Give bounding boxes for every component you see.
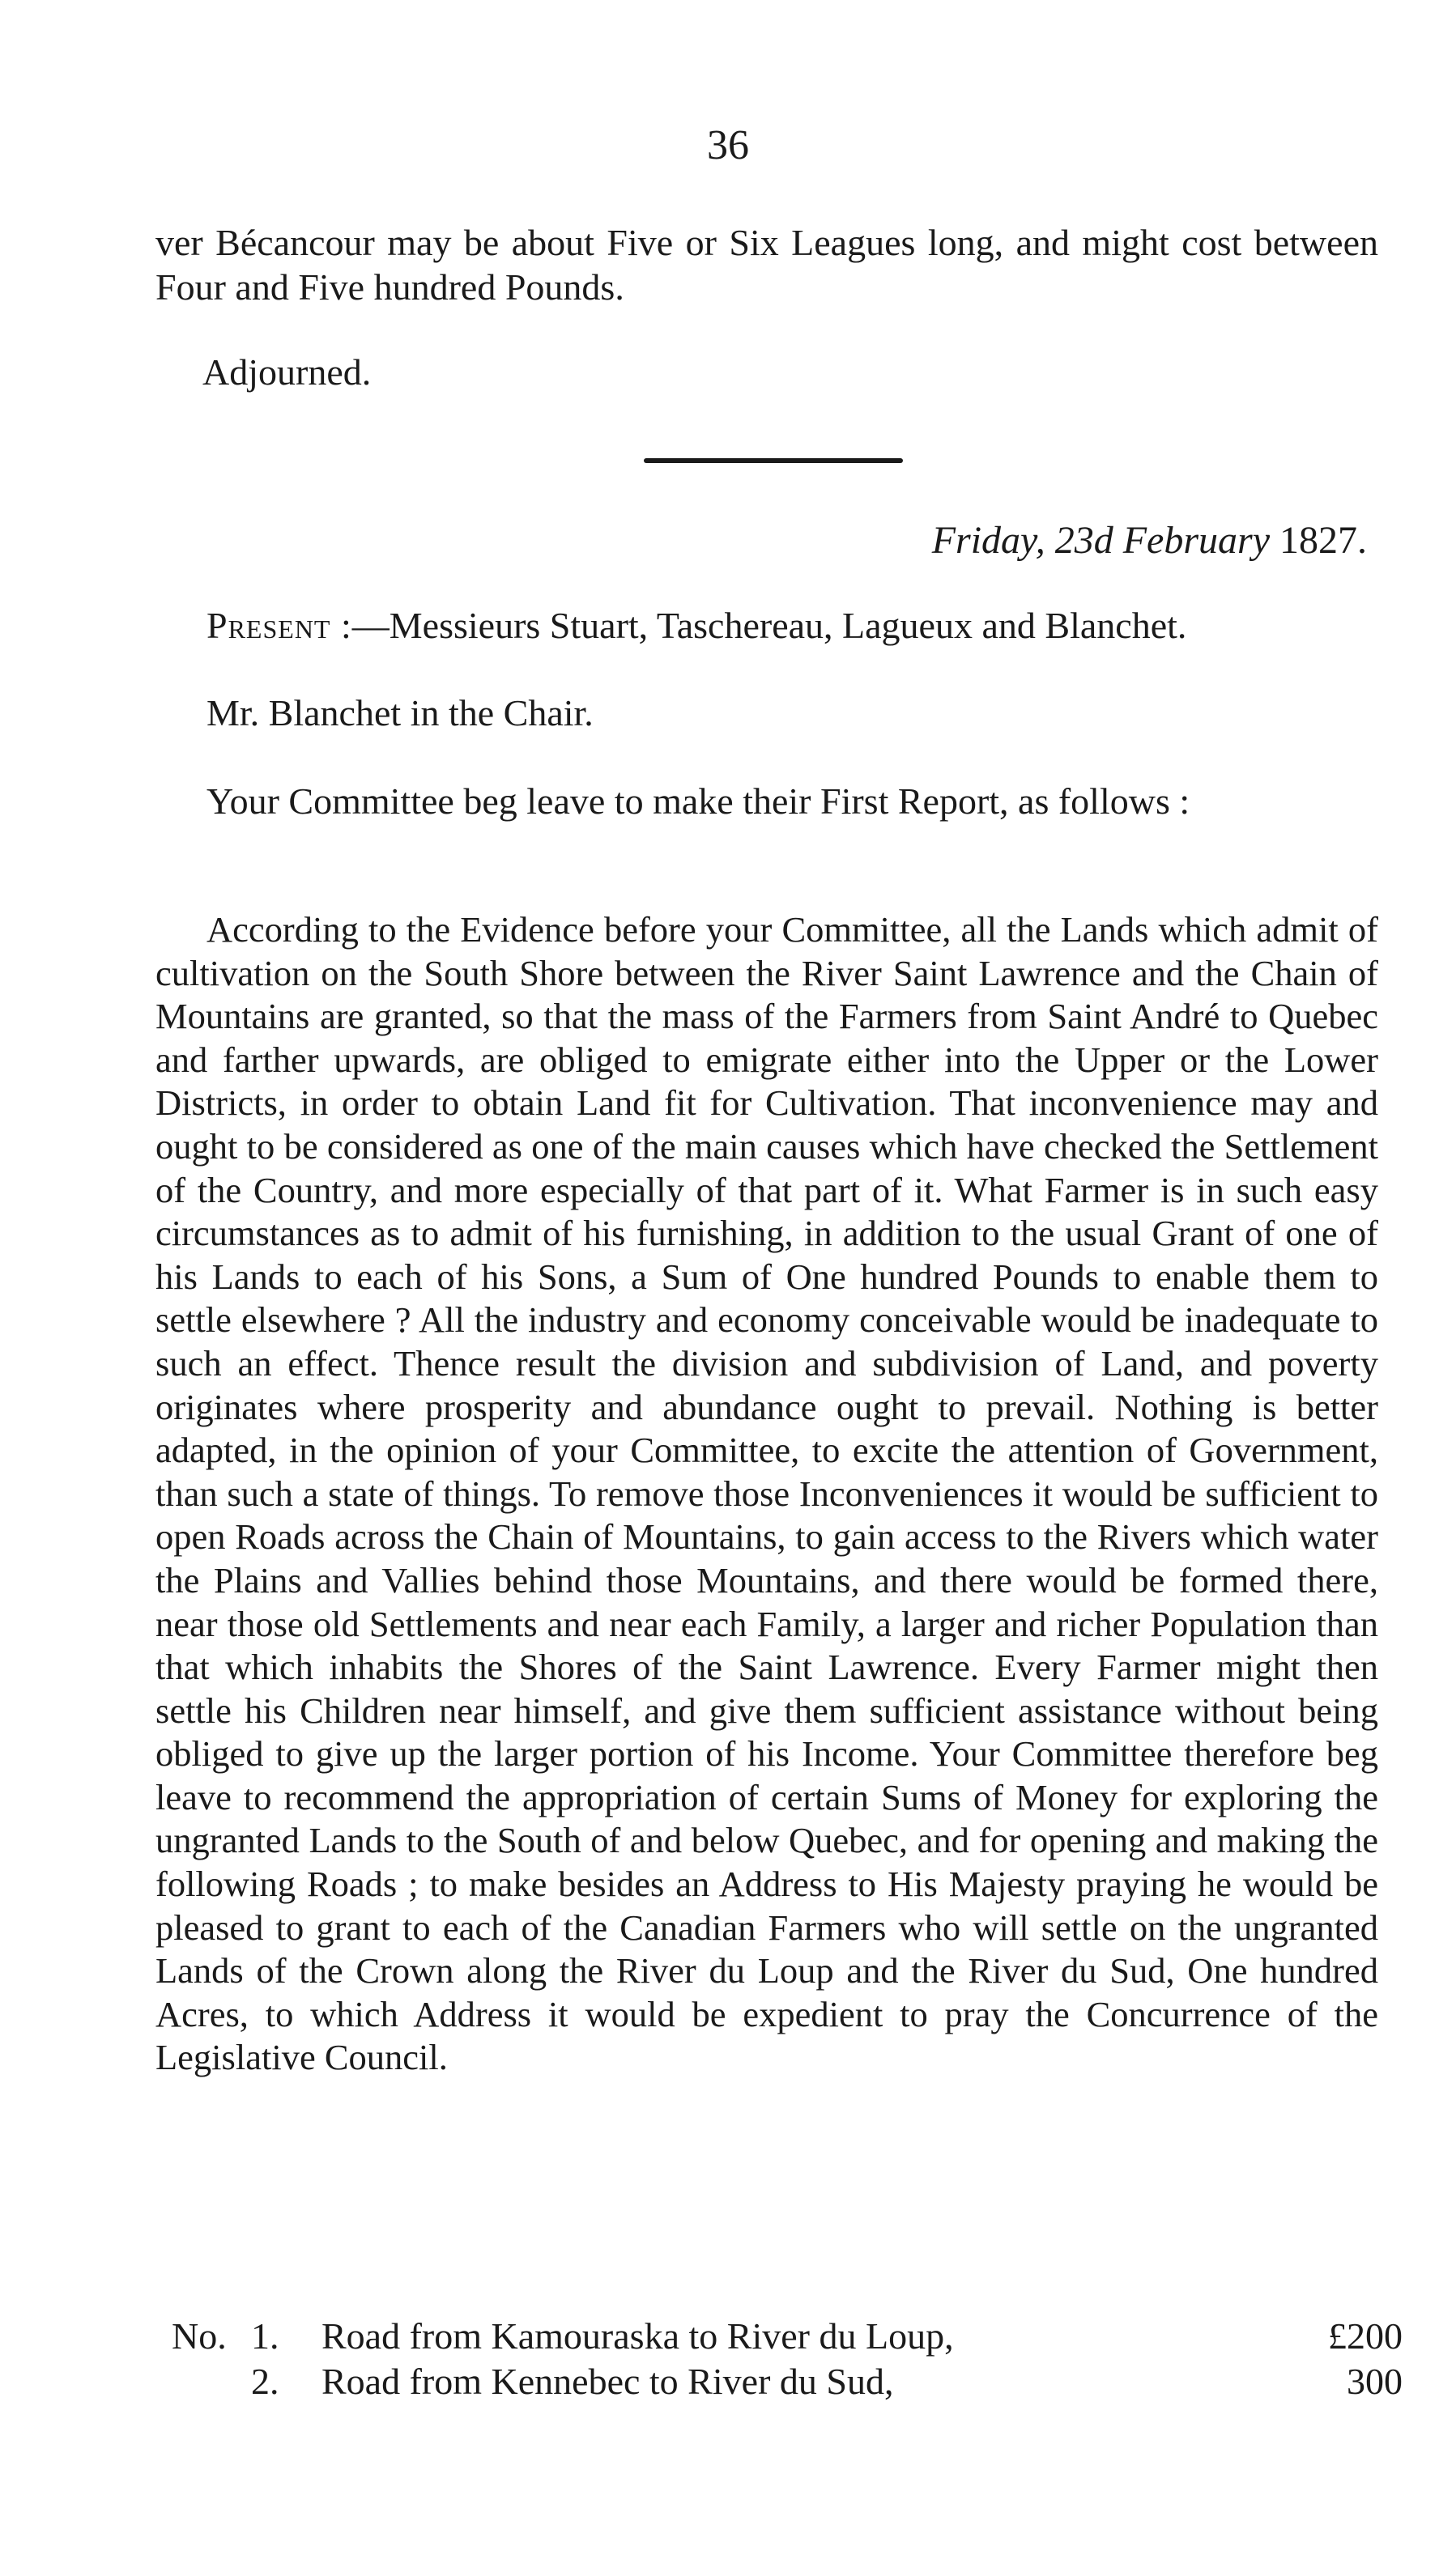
road-amount: 300 (1347, 2361, 1403, 2402)
continuation-text: ver Bécancour may be about Five or Six Leagues long, and might cost between Four and Five hundred Pounds. (155, 222, 1378, 308)
road-label: Road from Kamouraska to River du Loup, (321, 2315, 954, 2357)
meeting-date (932, 518, 1367, 563)
adjourned-note: Adjourned. (202, 351, 372, 393)
road-row (172, 2359, 1403, 2404)
road-no-label: No. (172, 2315, 227, 2357)
roads-list (172, 2314, 1403, 2404)
report-paragraph: According to the Evidence before your Committee, all the Lands which admit of cultivation on the South Shore between the River Saint Lawrence and the Chain of Mountains are granted, so that the mass of the Farmers from Saint André to Quebec and farther upwards, are obliged to emigrate either into the Upper or the Lower Districts, in order to obtain Land fit for Cultivation. That inconvenience may and ought to be considered as one of the main causes which have checked the Settlement of the Country, and more especially of that part of it. What Farmer is in such easy circumstances as to admit of his furnishing, in addition to the usual Grant of one of his Lands to each of his Sons, a Sum of One hundred Pounds to enable them to settle elsewhere ? All the industry and economy conceivable would be inadequate to such an effect. Thence result the division and subdivision of Land, and poverty originates where prosperity and abundance ought to prevail. Nothing is better adapted, in the opinion of your Committee, to excite the attention of Government, than such a state of things. To remove those Inconveniences it would be sufficient to open Roads across the Chain of Mountains, to gain access to the Rivers which water the Plains and Vallies behind those Mountains, and there would be formed there, near those old Settlements and near each Family, a larger and richer Population than that which inhabits the Shores of the Saint Lawrence. Every Farmer might then settle his Children near himself, and give them sufficient assistance without being obliged to give up the larger portion of his Income. Your Committee therefore beg leave to recommend the appropriation of certain Sums of Money for exploring the ungranted Lands to the South of and below Quebec, and for opening and making the following Roads ; to make besides an Address to His Majesty praying he would be pleased to grant to each of the Canadian Farmers who will settle on the ungranted Lands of the Crown along the River du Loup and the River du Sud, One hundred Acres, to which Address it would be expedient to pray the Concurrence of the Legislative Council. (155, 909, 1378, 2078)
road-amount: £200 (1328, 2315, 1403, 2357)
present-line (206, 603, 1186, 648)
section-divider (644, 458, 903, 463)
road-number: 1. (251, 2315, 279, 2357)
meeting-date-text: Friday, 23d February (931, 519, 1270, 562)
report-intro: Your Committee beg leave to make their First Report, as follows : (206, 780, 1190, 822)
meeting-year: 1827. (1279, 519, 1367, 562)
road-row (172, 2314, 1403, 2359)
present-names: —Messieurs Stuart, Taschereau, Lagueux and Blanchet. (351, 605, 1187, 646)
page-number: 36 (707, 122, 749, 168)
road-label: Road from Kennebec to River du Sud, (321, 2361, 894, 2402)
road-number: 2. (251, 2361, 279, 2402)
chair-line: Mr. Blanchet in the Chair. (206, 692, 594, 733)
present-label: Present : (206, 605, 352, 646)
